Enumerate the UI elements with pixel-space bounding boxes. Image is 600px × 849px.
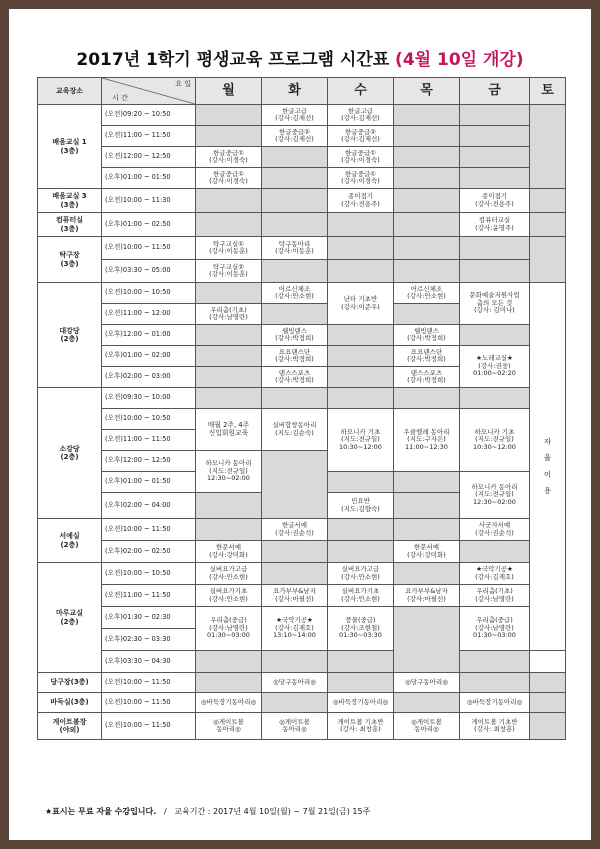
empty-cell — [394, 607, 460, 673]
empty-cell — [328, 260, 394, 283]
class-cell: 우리춤(중급) (강사:남명란) 01:30~03:00 — [196, 607, 262, 651]
empty-cell — [530, 105, 566, 189]
class-cell: 실버요가고급 (강사:안소현) — [196, 563, 262, 585]
footer-note: ★표시는 무료 자율 수강입니다. — [45, 807, 157, 816]
time-cell: (오후)01:00 ~ 02:50 — [102, 213, 196, 237]
empty-cell — [196, 346, 262, 367]
class-cell: 요요댄스단 (강사:박정희) — [262, 346, 328, 367]
empty-cell — [460, 651, 530, 673]
class-cell: 한글중급① (강사:이경숙) — [328, 168, 394, 189]
empty-cell — [394, 563, 460, 585]
class-cell: 요요댄스단 (강사:박정희) — [394, 346, 460, 367]
class-cell: 한글서예 (강사:권순석) — [262, 519, 328, 541]
empty-cell — [196, 388, 262, 409]
class-cell: 컴퓨터교실 (강사:윤명주) — [460, 213, 530, 237]
class-cell: 어르신체조 (강사:안소현) — [394, 283, 460, 304]
class-cell: 댄스스포츠 (강사:박정희) — [394, 367, 460, 388]
room-cell: 바둑실(3층) — [38, 693, 102, 713]
empty-cell — [196, 367, 262, 388]
empty-cell — [460, 237, 530, 260]
class-cell: 하모니카 동아리 (지도:전규일) 12:30~02:00 — [460, 472, 530, 519]
time-cell: (오전)10:00 ~ 11:50 — [102, 237, 196, 260]
class-cell: 실버요가기초 (강사:안소현) — [196, 585, 262, 607]
class-cell: 풍물(중급) (강사:조현철) 01:30~03:30 — [328, 607, 394, 651]
header-thu: 목 — [394, 78, 460, 105]
class-cell: 사군자서예 (강사:권순석) — [460, 519, 530, 541]
empty-cell — [460, 673, 530, 693]
empty-cell — [328, 346, 394, 367]
time-cell: (오전)10:00 ~ 10:50 — [102, 563, 196, 585]
empty-cell — [262, 563, 328, 585]
empty-cell — [394, 519, 460, 541]
class-cell: 탁구교실② (강사:이동훈) — [196, 260, 262, 283]
empty-cell — [328, 673, 394, 693]
class-cell: 종이접기 (강사:전용주) — [328, 189, 394, 213]
class-cell: ◎당구동아리◎ — [262, 673, 328, 693]
time-cell: (오후)12:00 ~ 12:50 — [102, 451, 196, 472]
class-cell: ◎바둑장기동아리◎ — [196, 693, 262, 713]
page-title — [9, 45, 591, 70]
room-cell: 배움교실 1 (3층) — [38, 105, 102, 189]
empty-cell — [394, 493, 460, 519]
empty-cell — [530, 673, 566, 693]
time-cell: (오후)02:00 ~ 02:50 — [102, 541, 196, 563]
empty-cell — [530, 713, 566, 740]
time-cell: (오전)11:00 ~ 11:50 — [102, 430, 196, 451]
empty-cell — [394, 189, 460, 213]
class-cell: 게이트볼 기초반 (강사: 최창훈) — [460, 713, 530, 740]
time-cell: (오후)03:30 ~ 05:00 — [102, 260, 196, 283]
class-cell: 한글고급 (강사:김제선) — [328, 105, 394, 126]
class-cell: 실버합창동아리 (지도:김순숙) — [262, 409, 328, 451]
empty-cell — [394, 213, 460, 237]
class-cell: 한문서예 (강사:강미화) — [196, 541, 262, 563]
class-cell: 한글중급① (강사:이경숙) — [328, 147, 394, 168]
empty-cell — [196, 283, 262, 304]
time-cell: (오전)10:00 ~ 11:50 — [102, 673, 196, 693]
time-cell: (오후)01:00 ~ 02:00 — [102, 346, 196, 367]
class-cell: ★국악기공★ (강사:김재호) 13:10~14:00 — [262, 607, 328, 651]
header-tue: 화 — [262, 78, 328, 105]
class-cell: 한글중급② (강사:김제선) — [262, 126, 328, 147]
empty-cell — [394, 260, 460, 283]
empty-cell — [328, 388, 394, 409]
empty-cell — [196, 519, 262, 541]
empty-cell — [328, 541, 394, 563]
empty-cell — [394, 388, 460, 409]
class-cell: 실버요가고급 (강사:안소현) — [328, 563, 394, 585]
empty-cell — [328, 472, 394, 493]
class-cell: ◎바둑장기동아리◎ — [328, 693, 394, 713]
class-cell: ◎바둑장기동아리◎ — [460, 693, 530, 713]
class-cell: 웰빙댄스 (강사:박정희) — [394, 325, 460, 346]
empty-cell — [328, 237, 394, 260]
footer-period: 교육기간 : 2017년 4월 10일(월) ~ 7월 21일(금) 15주 — [174, 807, 371, 816]
class-cell: 웰빙댄스 (강사:박정희) — [262, 325, 328, 346]
empty-cell — [460, 388, 530, 409]
class-cell: ◎당구동아리◎ — [394, 673, 460, 693]
empty-cell — [530, 213, 566, 237]
empty-cell — [196, 213, 262, 237]
class-cell: 실버요가기초 (강사:안소현) — [328, 585, 394, 607]
room-cell: 당구장(3층) — [38, 673, 102, 693]
empty-cell — [394, 126, 460, 147]
time-cell: (오후)01:00 ~ 01:50 — [102, 472, 196, 493]
time-cell: (오전)09:30 ~ 10:00 — [102, 388, 196, 409]
empty-cell — [394, 105, 460, 126]
time-cell: (오전)10:00 ~ 11:50 — [102, 519, 196, 541]
class-cell: 우쿨렐레 동아리 (지도:구자은) 11:00~12:30 — [394, 409, 460, 472]
room-cell: 배움교실 3 (3층) — [38, 189, 102, 213]
room-cell: 탁구장 (3층) — [38, 237, 102, 283]
time-cell: (오전)10:00 ~ 11:30 — [102, 189, 196, 213]
empty-cell — [460, 147, 530, 168]
time-cell: (오후)01:00 ~ 01:50 — [102, 168, 196, 189]
empty-cell — [530, 693, 566, 713]
empty-cell — [196, 493, 262, 519]
class-cell: 요가부부&남자 (강사:마필선) — [262, 585, 328, 607]
empty-cell — [262, 651, 328, 673]
header-time-day — [102, 78, 196, 105]
empty-cell — [262, 451, 328, 519]
class-cell: ◎게이트볼 동아리◎ — [394, 713, 460, 740]
room-cell: 소강당 (2층) — [38, 388, 102, 519]
class-cell: 종이접기 (강사:전용주) — [460, 189, 530, 213]
header-fri: 금 — [460, 78, 530, 105]
room-cell: 게이트볼장 (야외) — [38, 713, 102, 740]
header-time-label: 시 간 — [112, 93, 128, 102]
time-cell: (오전)12:00 ~ 12:50 — [102, 147, 196, 168]
empty-cell — [394, 147, 460, 168]
empty-cell — [460, 105, 530, 126]
time-cell: (오전)09:20 ~ 10:50 — [102, 105, 196, 126]
empty-cell — [196, 126, 262, 147]
footer-separator: / — [163, 807, 167, 816]
empty-cell — [460, 126, 530, 147]
room-cell: 마루교실 (2층) — [38, 563, 102, 673]
class-cell: 탁구교실① (강사:이동훈) — [196, 237, 262, 260]
empty-cell — [394, 472, 460, 493]
empty-cell — [262, 304, 328, 325]
empty-cell — [328, 325, 394, 346]
class-cell: 우리춤(중급) (강사:남명란) 01:30~03:00 — [460, 607, 530, 651]
class-cell: 한문서예 (강사:강미화) — [394, 541, 460, 563]
class-cell: ★국악기공★ (강사:김재호) — [460, 563, 530, 585]
time-cell: (오전)10:00 ~ 11:50 — [102, 693, 196, 713]
empty-cell — [530, 237, 566, 283]
timetable — [37, 77, 566, 740]
saturday-free-use — [530, 283, 566, 651]
time-cell: (오전)11:00 ~ 11:50 — [102, 126, 196, 147]
time-cell: (오후)02:00 ~ 04:00 — [102, 493, 196, 519]
class-cell: 한글중급① (강사:이경숙) — [196, 147, 262, 168]
class-cell: 하모니카 동아리 (지도:전규일) 12:30~02:00 — [196, 451, 262, 493]
title-highlight: (4월 10일 개강) — [395, 50, 524, 70]
class-cell: 한글고급 (강사:김제선) — [262, 105, 328, 126]
class-cell: 댄스스포츠 (강사:박정희) — [262, 367, 328, 388]
class-cell: 요가부부&남자 (강사:마필선) — [394, 585, 460, 607]
empty-cell — [328, 519, 394, 541]
time-cell: (오전)11:00 ~ 11:50 — [102, 585, 196, 607]
time-cell: (오전)10:00 ~ 10:50 — [102, 283, 196, 304]
header-mon: 월 — [196, 78, 262, 105]
time-cell: (오후)03:30 ~ 04:30 — [102, 651, 196, 673]
empty-cell — [394, 693, 460, 713]
empty-cell — [196, 325, 262, 346]
header-wed: 수 — [328, 78, 394, 105]
room-cell: 컴퓨터실 (3층) — [38, 213, 102, 237]
time-cell: (오전)10:00 ~ 10:50 — [102, 409, 196, 430]
time-cell: (오후)02:00 ~ 03:00 — [102, 367, 196, 388]
class-cell: ◎게이트볼 동아리◎ — [262, 713, 328, 740]
class-cell: 하모니카 기초 (지도:전규일) 10:30~12:00 — [328, 409, 394, 472]
empty-cell — [262, 213, 328, 237]
class-cell: 매월 2주, 4주 신입회원교육 — [196, 409, 262, 451]
class-cell: 어르신체조 (강사:안소현) — [262, 283, 328, 304]
class-cell: 우리춤(기초) (강사:남명란) — [196, 304, 262, 325]
empty-cell — [460, 260, 530, 283]
empty-cell — [460, 168, 530, 189]
time-cell: (오전)10:00 ~ 11:50 — [102, 713, 196, 740]
empty-cell — [530, 189, 566, 213]
class-cell: 문화예술지원사업 춤의 모든 것 (강사: 김미나) — [460, 283, 530, 325]
empty-cell — [328, 651, 394, 673]
empty-cell — [262, 693, 328, 713]
class-cell: ★노래교실★ (강사:권웅) 01:00~02:20 — [460, 346, 530, 388]
footer — [45, 806, 370, 817]
header-location: 교육장소 — [38, 78, 102, 105]
saturday-note: 자 율 이 용 — [543, 436, 552, 495]
empty-cell — [262, 147, 328, 168]
title-main: 2017년 1학기 평생교육 프로그램 시간표 — [76, 50, 390, 70]
empty-cell — [196, 189, 262, 213]
class-cell: ◎게이트볼 동아리◎ — [196, 713, 262, 740]
empty-cell — [262, 260, 328, 283]
empty-cell — [394, 304, 460, 325]
class-cell: 민요반 (지도:김향숙) — [328, 493, 394, 519]
empty-cell — [262, 541, 328, 563]
time-cell: (오후)02:30 ~ 03:30 — [102, 629, 196, 651]
time-cell: (오후)01:30 ~ 02:30 — [102, 607, 196, 629]
class-cell: 난타 기초반 (강사:이준우) — [328, 283, 394, 325]
empty-cell — [460, 541, 530, 563]
class-cell: 하모니카 기초 (지도:전규일) 10:30~12:00 — [460, 409, 530, 472]
class-cell: 우리춤(기초) (강사:남명란) — [460, 585, 530, 607]
empty-cell — [328, 213, 394, 237]
empty-cell — [460, 325, 530, 346]
class-cell: 한글중급① (강사:이경숙) — [196, 168, 262, 189]
empty-cell — [262, 388, 328, 409]
header-day-label: 요 일 — [175, 80, 191, 88]
time-cell: (오전)11:00 ~ 12:00 — [102, 304, 196, 325]
room-cell: 서예실 (2층) — [38, 519, 102, 563]
header-row — [38, 78, 566, 105]
room-cell: 대강당 (2층) — [38, 283, 102, 388]
empty-cell — [328, 367, 394, 388]
empty-cell — [196, 651, 262, 673]
class-cell: 게이트볼 기초반 (강사: 최창훈) — [328, 713, 394, 740]
empty-cell — [394, 168, 460, 189]
empty-cell — [262, 168, 328, 189]
empty-cell — [196, 673, 262, 693]
class-cell: 한글중급② (강사:김제선) — [328, 126, 394, 147]
header-sat: 토 — [530, 78, 566, 105]
empty-cell — [196, 105, 262, 126]
page — [9, 9, 591, 840]
empty-cell — [262, 189, 328, 213]
empty-cell — [394, 237, 460, 260]
time-cell: (오후)12:00 ~ 01:00 — [102, 325, 196, 346]
class-cell: 탁구동아리 (강사:이동훈) — [262, 237, 328, 260]
